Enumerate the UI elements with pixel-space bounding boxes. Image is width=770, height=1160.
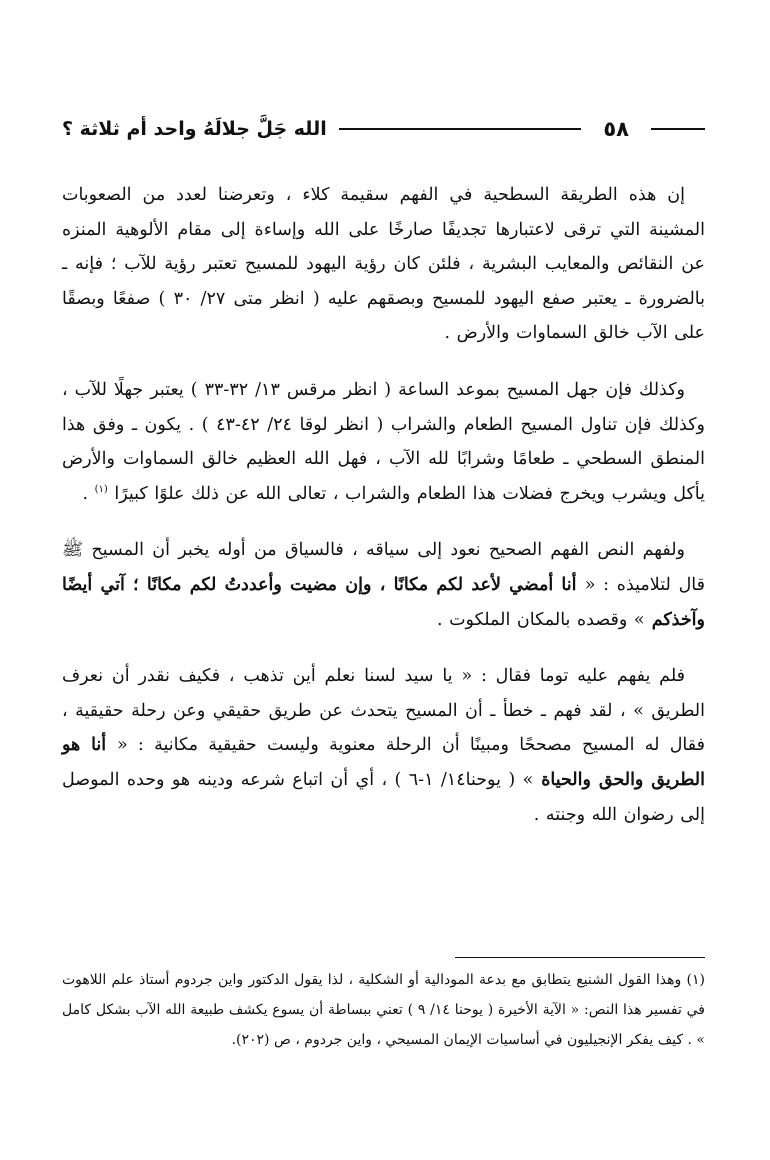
paragraph-3-text-a: ولفهم النص الفهم الصحيح نعود إلى سياقه ، فالسياق من أوله يخبر أن المسيح ﷺ قال لتلاميذه : « bbox=[62, 540, 705, 595]
footnote-1: (١) وهذا القول الشنيع يتطابق مع بدعة المودالية أو الشكلية ، لذا يقول الدكتور واين جردوم أستاذ علم اللاهوت في تفسير هذا النص: « الآية الأخيرة ( يوحنا ١٤/ ٩ ) تعني ببساطة أن يسوع يكشف طبيعة الله الآب بشكل كامل » . كيف يفكر الإنجيليون في أساسيات الإيمان المسيحي ، واين جردوم ، ص (٢٠٢). bbox=[62, 972, 705, 1048]
page-number: ٥٨ bbox=[603, 117, 629, 141]
paragraph-1: إن هذه الطريقة السطحية في الفهم سقيمة كلاء ، وتعرضنا لعدد من الصعوبات المشينة التي ترقى لاعتبارها تجديفًا صارخًا على الله وإساءة إلى مقام الألوهية المنزه عن النقائص والمعايب البشرية ، فلئن كان رؤية اليهود للمسيح تعتبر رؤية للآب ؛ فإنه ـ بالضرورة ـ يعتبر صفع اليهود للمسيح وبصقهم عليه ( انظر متى ٢٧/ ٣٠ ) صفعًا وبصقًا على الآب خالق السماوات والأرض . bbox=[62, 185, 706, 344]
paragraph-4-quote: أنا هو الطريق والحق والحياة bbox=[62, 735, 705, 790]
paragraph-2-text: وكذلك فإن جهل المسيح بموعد الساعة ( انظر مرقس ١٣/ ٣٢-٣٣ ) يعتبر جهلًا للآب ، وكذلك فإن تناول المسيح الطعام والشراب ( انظر لوقا ٢٤/ ٤٢-٤٣ ) . يكون ـ وفق هذا المنطق السطحي ـ طعامًا وشرابًا لله الآب ، فهل الله العظيم خالق السماوات والأرض يأكل ويشرب ويخرج فضلات هذا الطعام والشراب ، تعالى الله عن ذلك علوًا كبيرًا bbox=[62, 379, 705, 504]
paragraph-3-text-c: » وقصده بالمكان الملكوت . bbox=[436, 609, 645, 630]
paragraph-2 bbox=[62, 373, 705, 511]
footnotes bbox=[62, 965, 705, 1055]
paragraph-3 bbox=[62, 533, 705, 637]
running-header bbox=[62, 112, 705, 146]
paragraph-3-quote: أنا أمضي لأعد لكم مكانًا ، وإن مضيت وأعددتُ لكم مكانًا ؛ آتي أيضًا وآخذكم bbox=[62, 574, 705, 630]
header-rule bbox=[339, 128, 582, 130]
footnote-separator bbox=[455, 957, 705, 958]
book-page bbox=[62, 0, 705, 1160]
paragraph-4-text-a: فلم يفهم عليه توما فقال : « يا سيد لسنا نعلم أين تذهب ، فكيف نقدر أن نعرف الطريق » ، لقد فهم ـ خطأ ـ أن المسيح يتحدث عن طريق حقيقي وعن رحلة حقيقية ، فقال له المسيح مصححًا ومبينًا أن الرحلة معنوية وليست حقيقية مكانية : « bbox=[62, 666, 705, 756]
body-text bbox=[62, 178, 705, 854]
paragraph-2-end: . bbox=[82, 483, 95, 504]
page-header-title: الله جَلَّ جلالَهُ واحد أم ثلاثة ؟ bbox=[62, 118, 327, 140]
paragraph-4-text-c: » ( يوحنا١٤/ ١-٦ ) ، أي أن اتباع شرعه ودينه هو وحده الموصل إلى رضوان الله وجنته . bbox=[62, 769, 705, 825]
header-rule-right bbox=[651, 128, 705, 130]
footnote-reference: (١) bbox=[94, 483, 108, 495]
paragraph-4 bbox=[62, 659, 705, 832]
